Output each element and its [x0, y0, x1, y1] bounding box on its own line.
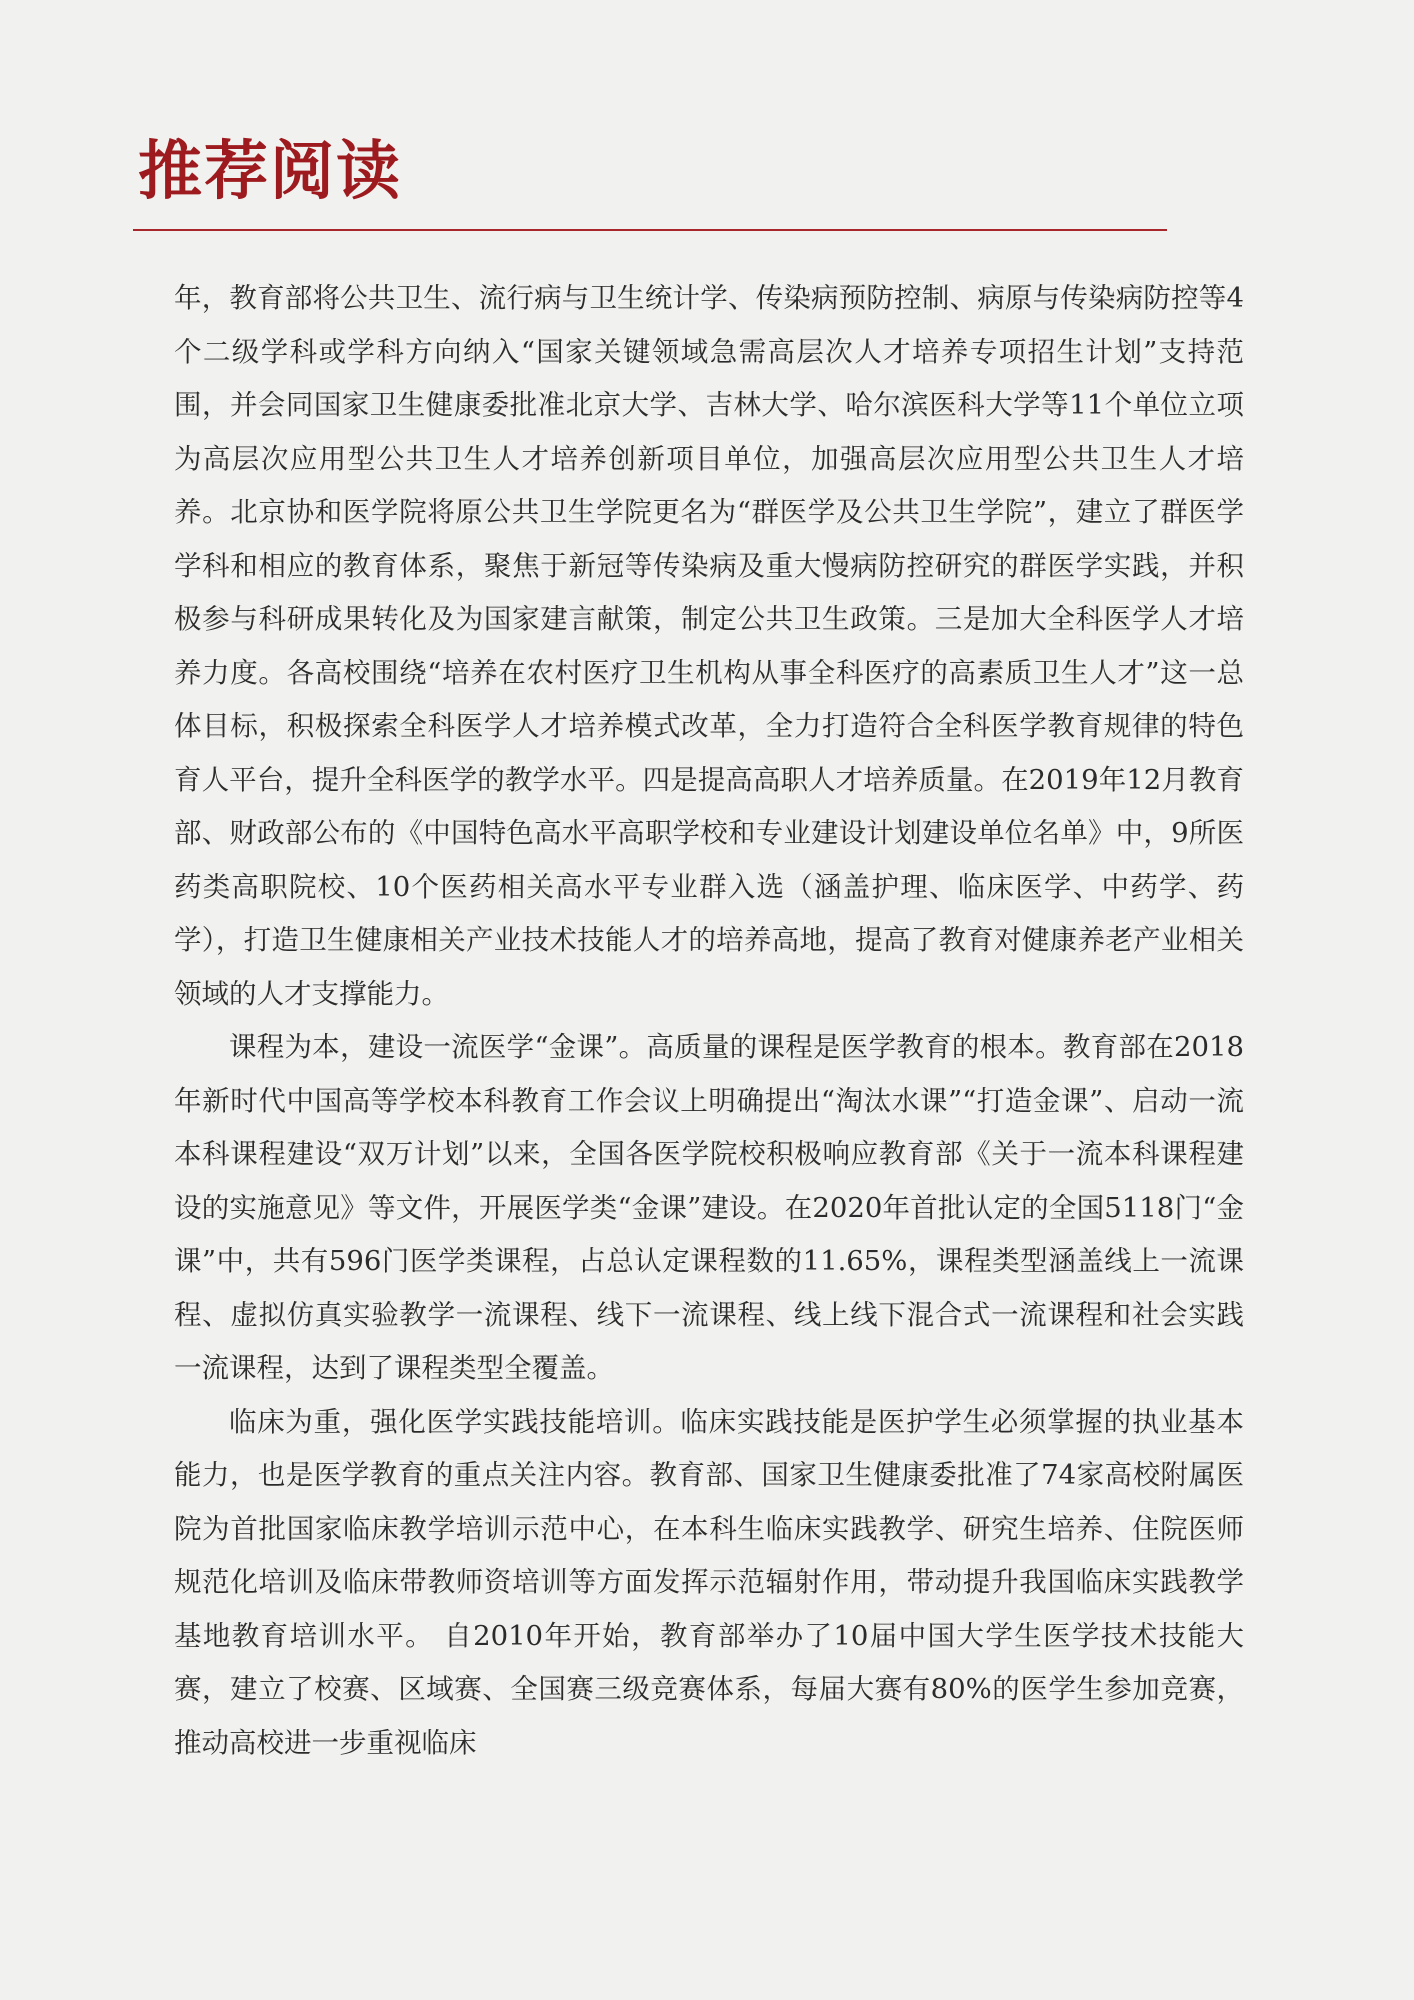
section-title: 推荐阅读 — [138, 134, 402, 209]
title-divider — [133, 229, 1167, 231]
article-paragraph: 临床为重，强化医学实践技能培训。临床实践技能是医护学生必须掌握的执业基本能力，也是医学教育的重点关注内容。教育部、国家卫生健康委批准了74家高校附属医院为首批国家临床教学培训示范中心，在本科生临床实践教学、研究生培养、住院医师规范化培训及临床带教师资培训等方面发挥示范辐射作用，带动提升我国临床实践教学基地教育培训水平。 自2010年开始，教育部举办了10届中国大学生医学技术技能大赛，建立了校赛、区域赛、全国赛三级竞赛体系，每届大赛有80%的医学生参加竞赛，推动高校进一步重视临床 — [174, 1405, 1244, 1759]
article-body — [174, 272, 1244, 1770]
article-paragraph: 课程为本，建设一流医学“金课”。高质量的课程是医学教育的根本。教育部在2018年新时代中国高等学校本科教育工作会议上明确提出“淘汰水课”“打造金课”、启动一流本科课程建设“双万计划”以来，全国各医学院校积极响应教育部《关于一流本科课程建设的实施意见》等文件，开展医学类“金课”建设。在2020年首批认定的全国5118门“金课”中，共有596门医学类课程，占总认定课程数的11.65%，课程类型涵盖线上一流课程、虚拟仿真实验教学一流课程、线下一流课程、线上线下混合式一流课程和社会实践一流课程，达到了课程类型全覆盖。 — [174, 1031, 1244, 1384]
article-paragraph: 年，教育部将公共卫生、流行病与卫生统计学、传染病预防控制、病原与传染病防控等4个二级学科或学科方向纳入“国家关键领域急需高层次人才培养专项招生计划”支持范围，并会同国家卫生健康委批准北京大学、吉林大学、哈尔滨医科大学等11个单位立项为高层次应用型公共卫生人才培养创新项目单位，加强高层次应用型公共卫生人才培养。北京协和医学院将原公共卫生学院更名为“群医学及公共卫生学院”，建立了群医学学科和相应的教育体系，聚焦于新冠等传染病及重大慢病防控研究的群医学实践，并积极参与科研成果转化及为国家建言献策，制定公共卫生政策。三是加大全科医学人才培养力度。各高校围绕“培养在农村医疗卫生机构从事全科医疗的高素质卫生人才”这一总体目标，积极探索全科医学人才培养模式改革，全力打造符合全科医学教育规律的特色育人平台，提升全科医学的教学水平。四是提高高职人才培养质量。在2019年12月教育部、财政部公布的《中国特色高水平高职学校和专业建设计划建设单位名单》中，9所医药类高职院校、10个医药相关高水平专业群入选（涵盖护理、临床医学、中药学、药学），打造卫生健康相关产业技术技能人才的培养高地，提高了教育对健康养老产业相关领域的人才支撑能力。 — [174, 282, 1244, 1010]
